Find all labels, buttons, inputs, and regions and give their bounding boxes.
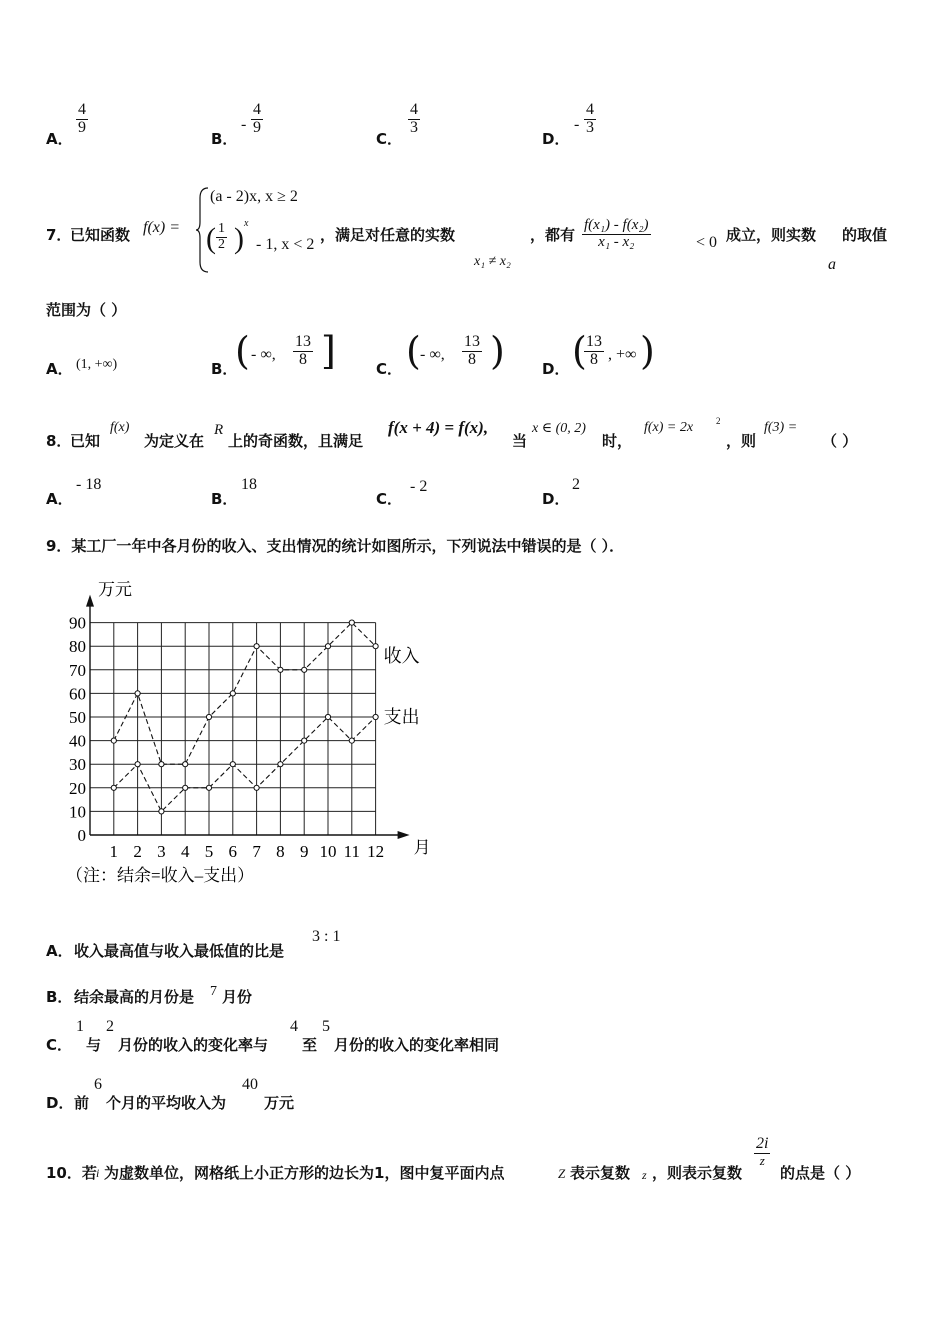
series-label: 支出: [383, 707, 420, 727]
x-tick-label: 12: [367, 842, 385, 861]
data-point: [230, 691, 235, 696]
difference-quotient: $\frac{\text{f(x₁) - f(x₂)}}{\text{x₁ - x₂}}$: [584, 217, 649, 250]
question-text: 时，: [602, 432, 633, 450]
question-text: 范围为（ ）: [46, 301, 127, 319]
q8-option-a[interactable]: [46, 474, 166, 510]
y-tick-label: 0: [77, 826, 86, 845]
option-expression: , +∞: [608, 346, 637, 363]
math-R: R: [214, 422, 224, 438]
data-point: [278, 667, 283, 672]
exponent: 2: [716, 416, 721, 426]
fraction-2i-over-z: 2i z: [756, 1135, 769, 1168]
option-fraction: $\frac{4}{9}$: [78, 101, 86, 136]
y-tick-label: 30: [69, 755, 86, 775]
option-sign: -: [574, 116, 580, 133]
question-9-text: 9．某工厂一年中各月份的收入、支出情况的统计如图所示，下列说法中错误的是（ ）．: [46, 537, 625, 555]
q9-option-b[interactable]: [46, 982, 926, 1012]
option-letter: A．: [46, 360, 73, 378]
point-Z: Z: [558, 1166, 566, 1181]
option-letter: B．: [211, 360, 238, 378]
option-value: 18: [241, 476, 257, 493]
y-tick-label: 40: [69, 731, 86, 751]
question-text: 表示复数: [570, 1164, 631, 1182]
q8-option-d[interactable]: [542, 474, 662, 510]
option-text: 与: [86, 1036, 102, 1054]
option-math: 4: [290, 1018, 298, 1035]
data-point: [302, 667, 307, 672]
option-fraction: $\frac{4}{3}$: [410, 101, 418, 136]
option-math: 40: [242, 1076, 258, 1093]
x-tick-label: 6: [228, 842, 238, 861]
q7-option-b[interactable]: [211, 330, 361, 386]
option-text: 万元: [264, 1094, 295, 1112]
question-ask: f(3) =: [764, 420, 798, 435]
math-z: z: [642, 1168, 647, 1182]
option-value: - 18: [76, 476, 102, 493]
option-text: 收入最高值与收入最低值的比是: [74, 942, 285, 960]
data-point: [183, 785, 188, 790]
option-text: 月份: [222, 988, 253, 1006]
data-point: [111, 785, 116, 790]
condition: x₁ ≠ x₂: [474, 254, 511, 269]
option-fraction: $\frac{4}{3}$: [586, 101, 594, 136]
question-text: 成立，则实数: [726, 226, 817, 244]
x-tick-label: 9: [299, 842, 309, 861]
data-point: [325, 644, 330, 649]
domain-condition: x ∈ (0, 2): [532, 421, 586, 436]
function-name: f(x) =: [143, 219, 180, 236]
data-point: [302, 738, 307, 743]
x-tick-label: 3: [157, 842, 166, 861]
option-letter: A．: [46, 942, 73, 960]
question-8: [46, 416, 926, 452]
option-text: 月份的收入的变化率与: [118, 1036, 269, 1054]
q7-options: [46, 330, 926, 386]
question-text: 为虚数单位，网格纸上小正方形的边长为1，图中复平面内点: [104, 1164, 505, 1182]
question-7: [46, 182, 926, 282]
question-text: 的取值: [842, 226, 888, 244]
question-text: ，则表示复数: [652, 1164, 743, 1182]
option-math: 5: [322, 1018, 330, 1035]
option-letter: D．: [46, 1094, 74, 1112]
paren-left: (: [206, 222, 216, 255]
q7-option-a[interactable]: [46, 330, 186, 386]
q8-options: [46, 474, 926, 510]
piecewise-case-1: (a - 2)x, x ≥ 2: [210, 188, 298, 205]
paren-left: (: [235, 329, 250, 373]
data-point: [159, 762, 164, 767]
option-letter: A．: [46, 490, 73, 508]
variable-a: a: [828, 256, 836, 273]
option-letter: C．: [376, 130, 403, 148]
q9-option-a[interactable]: [46, 928, 926, 968]
option-fraction: $\frac{13}{8}$: [586, 333, 602, 368]
option-letter: C．: [376, 360, 403, 378]
x-tick-label: 5: [204, 842, 214, 861]
option-math: 2: [106, 1018, 114, 1035]
paren-left: (: [406, 329, 421, 373]
option-letter: A．: [46, 130, 73, 148]
q6-option-a[interactable]: [46, 100, 166, 150]
question-text: ，则: [726, 432, 757, 450]
q6-options: [46, 100, 926, 150]
data-point: [206, 785, 211, 790]
question-text: 10．若: [46, 1164, 97, 1182]
series-label: 收入: [383, 646, 420, 667]
question-10: [46, 1134, 926, 1194]
option-math: 7: [210, 984, 217, 999]
question-text: 当: [512, 432, 528, 450]
option-letter: C．: [46, 1036, 73, 1054]
y-tick-label: 10: [69, 802, 86, 822]
data-point: [111, 738, 116, 743]
option-value: - 2: [410, 478, 428, 495]
data-point: [325, 714, 330, 719]
data-point: [135, 691, 140, 696]
option-fraction: $\frac{13}{8}$: [464, 333, 480, 368]
question-text: ，都有: [530, 226, 576, 244]
answer-blank: （ ）: [822, 432, 858, 450]
question-text: 已知: [70, 432, 101, 450]
q8-option-b[interactable]: [211, 474, 331, 510]
periodic-condition: f(x + 4) = f(x),: [388, 418, 489, 437]
option-expression: - ∞,: [420, 346, 445, 363]
option-fraction: $\frac{13}{8}$: [295, 333, 311, 368]
q7-option-d[interactable]: [542, 330, 692, 386]
option-letter: B．: [46, 988, 73, 1006]
exponent: x: [244, 218, 249, 229]
x-tick-label: 1: [109, 842, 119, 861]
question-text: 已知函数: [70, 226, 131, 244]
question-text: ，满足对任意的实数: [320, 226, 456, 244]
y-tick-label: 20: [69, 778, 86, 798]
x-tick-label: 11: [343, 842, 360, 861]
y-tick-label: 80: [69, 637, 86, 657]
paren-right: ): [234, 222, 244, 255]
data-point: [278, 762, 283, 767]
option-expression: (1, +∞): [76, 357, 118, 372]
data-point: [373, 714, 378, 719]
income-expense-chart: [60, 575, 440, 885]
option-text: 至: [302, 1036, 318, 1054]
data-point: [159, 809, 164, 814]
option-text: 结余最高的月份是: [74, 988, 195, 1006]
q6-option-c[interactable]: [376, 100, 496, 150]
piecewise-case-2: - 1, x < 2: [256, 236, 315, 253]
y-tick-label: 90: [69, 613, 86, 633]
option-letter: C．: [376, 490, 403, 508]
data-point: [135, 762, 140, 767]
piecewise-case-2-fraction: $\frac{1}{2}$: [218, 221, 225, 252]
x-tick-label: 10: [319, 842, 337, 861]
y-tick-label: 50: [69, 708, 86, 727]
question-number: 7．: [46, 226, 72, 244]
data-point: [349, 620, 354, 625]
bracket-right: ]: [321, 329, 336, 373]
paren-right: ): [640, 329, 655, 373]
y-axis-arrow: [86, 595, 94, 607]
chart-note: （注：结余=收入–支出）: [66, 866, 255, 885]
data-point: [349, 738, 354, 743]
option-sign: -: [241, 116, 247, 133]
q9-option-c[interactable]: [46, 1018, 926, 1058]
option-expression: - ∞,: [251, 346, 276, 363]
data-point: [183, 762, 188, 767]
option-math: 1: [76, 1018, 84, 1035]
option-fraction: $\frac{4}{9}$: [253, 101, 261, 136]
option-value: 2: [572, 476, 580, 493]
question-text: 的点是（ ）: [780, 1164, 861, 1182]
math-fx: f(x): [110, 420, 130, 435]
option-math: 3 : 1: [312, 928, 341, 945]
option-letter: D．: [542, 360, 570, 378]
q6-option-b[interactable]: [211, 100, 331, 150]
option-text: 月份的收入的变化率相同: [334, 1036, 500, 1054]
question-text: 为定义在: [144, 432, 205, 450]
data-point: [206, 714, 211, 719]
y-tick-label: 60: [69, 684, 86, 704]
q6-option-d[interactable]: [542, 100, 662, 150]
x-tick-label: 8: [276, 842, 285, 861]
option-text: 个月的平均收入为: [106, 1094, 227, 1112]
option-math: 6: [94, 1076, 102, 1093]
option-text: 前: [74, 1094, 90, 1112]
x-tick-label: 7: [252, 842, 261, 861]
y-axis-title: 万元: [98, 580, 132, 599]
y-tick-label: 70: [69, 660, 86, 680]
x-axis-title: 月: [413, 838, 431, 857]
x-tick-label: 4: [180, 842, 190, 861]
q7-option-c[interactable]: [376, 330, 526, 386]
inequality: < 0: [696, 234, 718, 251]
question-text: 上的奇函数，且满足: [228, 432, 364, 450]
q9-option-d[interactable]: [46, 1074, 926, 1114]
data-point: [230, 762, 235, 767]
question-number: 8．: [46, 432, 72, 450]
q8-option-c[interactable]: [376, 474, 496, 510]
data-point: [373, 644, 378, 649]
data-point: [254, 785, 259, 790]
option-letter: B．: [211, 130, 238, 148]
option-letter: B．: [211, 490, 238, 508]
math-i: i: [96, 1166, 100, 1180]
chart-grid: [90, 623, 376, 835]
x-axis-arrow: [398, 831, 410, 839]
option-letter: D．: [542, 490, 570, 508]
paren-left: (: [572, 329, 587, 373]
paren-right: ): [490, 329, 505, 373]
function-definition: f(x) = 2x: [644, 420, 694, 435]
x-tick-label: 2: [133, 842, 142, 861]
option-letter: D．: [542, 130, 570, 148]
data-point: [254, 644, 259, 649]
